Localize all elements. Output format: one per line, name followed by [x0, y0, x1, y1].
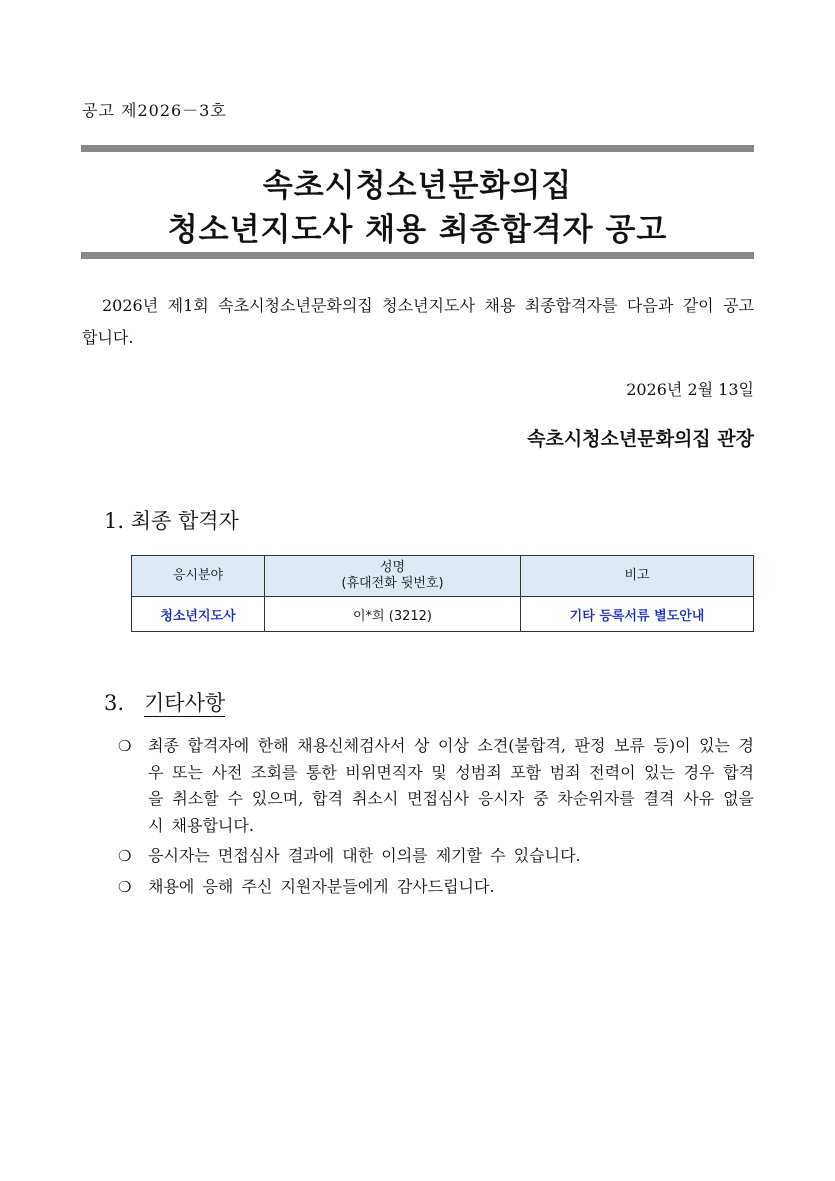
notice-number: 공고 제2026－3호: [82, 101, 227, 120]
note-text: 응시자는 면접심사 결과에 대한 이의를 제기할 수 있습니다.: [148, 846, 581, 865]
notes-list: [118, 733, 754, 900]
title-top-rule: [81, 145, 754, 152]
section-3-heading: [104, 687, 225, 717]
bullet-circle-icon: ❍: [118, 737, 132, 755]
page-title-line2: 청소년지도사 채용 최종합격자 공고: [167, 212, 668, 248]
table-row: [132, 597, 754, 632]
list-item: [118, 843, 754, 870]
page-title-line1: 속초시청소년문화의집: [262, 168, 573, 204]
issuer: 속초시청소년문화의집 관장: [527, 428, 754, 450]
note-text: 채용에 응해 주신 지원자분들에게 감사드립니다.: [148, 876, 495, 896]
results-table: [131, 555, 754, 632]
header-name: [265, 556, 521, 597]
title-bottom-rule: [81, 252, 754, 259]
header-name-sub: (휴대전화 뒷번호): [341, 576, 444, 591]
list-item: [118, 733, 754, 839]
header-field: 응시분야: [132, 556, 265, 597]
cell-field: 청소년지도사: [132, 597, 265, 632]
section-3-title: 기타사항: [144, 691, 226, 715]
table-header-row: [132, 556, 754, 597]
bullet-circle-icon: ❍: [118, 877, 132, 896]
intro-paragraph: 2026년 제1회 속초시청소년문화의집 청소년지도사 채용 최종합격자를 다음과 같이 공고합니다.: [82, 296, 754, 347]
header-name-label: 성명: [379, 560, 406, 575]
section-3-number: 3.: [104, 691, 125, 715]
header-note: 비고: [521, 556, 754, 597]
section-1-heading: 1. 최종 합격자: [104, 509, 239, 533]
bullet-circle-icon: ❍: [118, 847, 132, 865]
cell-name: 이*희 (3212): [265, 597, 521, 632]
cell-note: 기타 등록서류 별도안내: [521, 597, 754, 632]
note-text: 최종 합격자에 한해 채용신체검사서 상 이상 소견(불합격, 판정 보류 등)이 있는 경우 또는 사전 조회를 통한 비위면직자 및 성범죄 포함 범죄 전력이 있는 경우 합격을 취소할 수 있으며, 합격 취소시 면접심사 응시자 중 차순위자를 결격 사유 없을시 채용합니다.: [148, 736, 754, 835]
list-item: [118, 874, 754, 901]
notice-date: 2026년 2월 13일: [626, 380, 754, 399]
